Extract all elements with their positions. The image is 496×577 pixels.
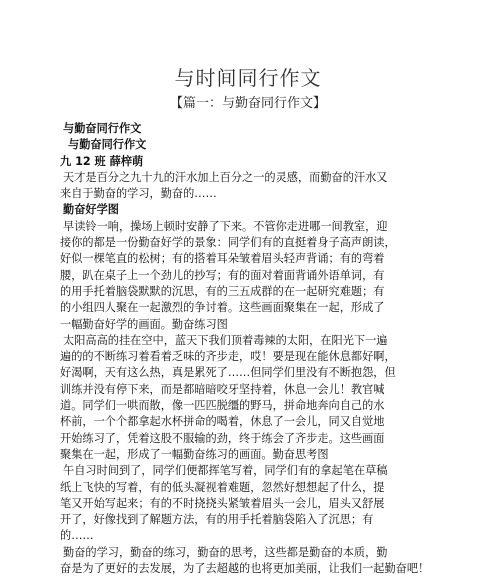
body-line: 九 12 班 薛梓萌 xyxy=(60,154,144,168)
body-line: 的…… xyxy=(60,529,94,543)
body-line: 与勤奋同行作文 xyxy=(63,122,142,135)
body-line: 一幅勤奋好学的画面。勤奋练习图 xyxy=(60,317,228,331)
body-line: 笔又开始写起来；有的不时挠挠头紧皱着眉头一会儿，眉头又舒展 xyxy=(60,496,385,510)
body-line: 开始练习了，凭着这股不服输的劲，终于练会了齐步走。这些画面 xyxy=(60,431,385,445)
body-line: 腰，趴在桌子上一个劲儿的抄写；有的面对着面背诵外语单词，有 xyxy=(60,268,385,282)
body-line: 接你的都是一份勤奋好学的景象：同学们有的直挺着身子高声朗读， xyxy=(60,236,396,250)
body-line: 来自于勤奋的学习，勤奋的…… xyxy=(60,187,217,201)
body-line: 与勤奋同行作文 xyxy=(68,138,147,152)
body-line: 遍的的不断练习着看着乏味的齐步走，哎！要是现在能休息都好啊， xyxy=(60,350,396,364)
body-line: 的用手托着脑袋默默的沉思，有的三五成群的在一起研究难题；有 xyxy=(60,284,385,298)
body-line: 太阳高高的挂在空中，蓝天下我们顶着毒辣的太阳，在阳光下一遍 xyxy=(63,333,388,347)
body-line: 奋是为了更好的去发展，为了去超越的也将更加美丽，让我们一起勤奋吧！ xyxy=(60,562,430,576)
body-line: 的小组四人聚在一起激烈的争讨着。这些画面聚集在一起，形成了 xyxy=(60,301,385,315)
body-line: 好似一棵笔直的松树；有的搭着耳朵皱着眉头轻声背诵；有的弯着 xyxy=(60,252,385,266)
body-line: 训练并没有停下来，而是都暗暗咬牙坚持着，休息一会儿！教官喊 xyxy=(60,382,385,396)
body-line: 杯前，一个个都拿起水杯拼命的喝着，休息了一会儿，同又自觉地 xyxy=(60,415,385,429)
body-line: 早读铃一响，操场上顿时安静了下来。不管你走进哪一间教室，迎 xyxy=(63,219,388,233)
document-title: 与时间同行作文 xyxy=(174,66,322,90)
body-line: 午自习时间到了，同学们便都挥笔写着，同学们有的拿起笔在草稿 xyxy=(63,464,388,478)
document-subtitle: 【篇一：与勤奋同行作文】 xyxy=(169,96,326,111)
body-line: 勤奋的学习，勤奋的练习，勤奋的思考，这些都是勤奋的本质，勤 xyxy=(63,545,388,559)
document-body xyxy=(60,121,438,577)
body-line: 纸上飞快的写着，有的低头凝视着难题，忽然好想想起了什么，提 xyxy=(60,480,385,494)
body-line: 开了，好像找到了解题方法，有的用手托着脑袋陷入了沉思；有 xyxy=(60,513,374,527)
body-line: 道。同学们一哄而散，像一匹匹脱缰的野马，拼命地奔向自己的水 xyxy=(60,399,385,413)
body-line: 聚集在一起，形成了一幅勤奋练习的画面。勤奋思考图 xyxy=(60,447,329,461)
body-line: 勤奋好学图 xyxy=(63,203,119,217)
body-line: 天才是百分之九十九的汗水加上百分之一的灵感，而勤奋的汗水又 xyxy=(63,170,388,184)
body-line: 好渴啊，天有这么热，真是累死了……但同学们里没有不断抱怨，但 xyxy=(60,366,396,380)
